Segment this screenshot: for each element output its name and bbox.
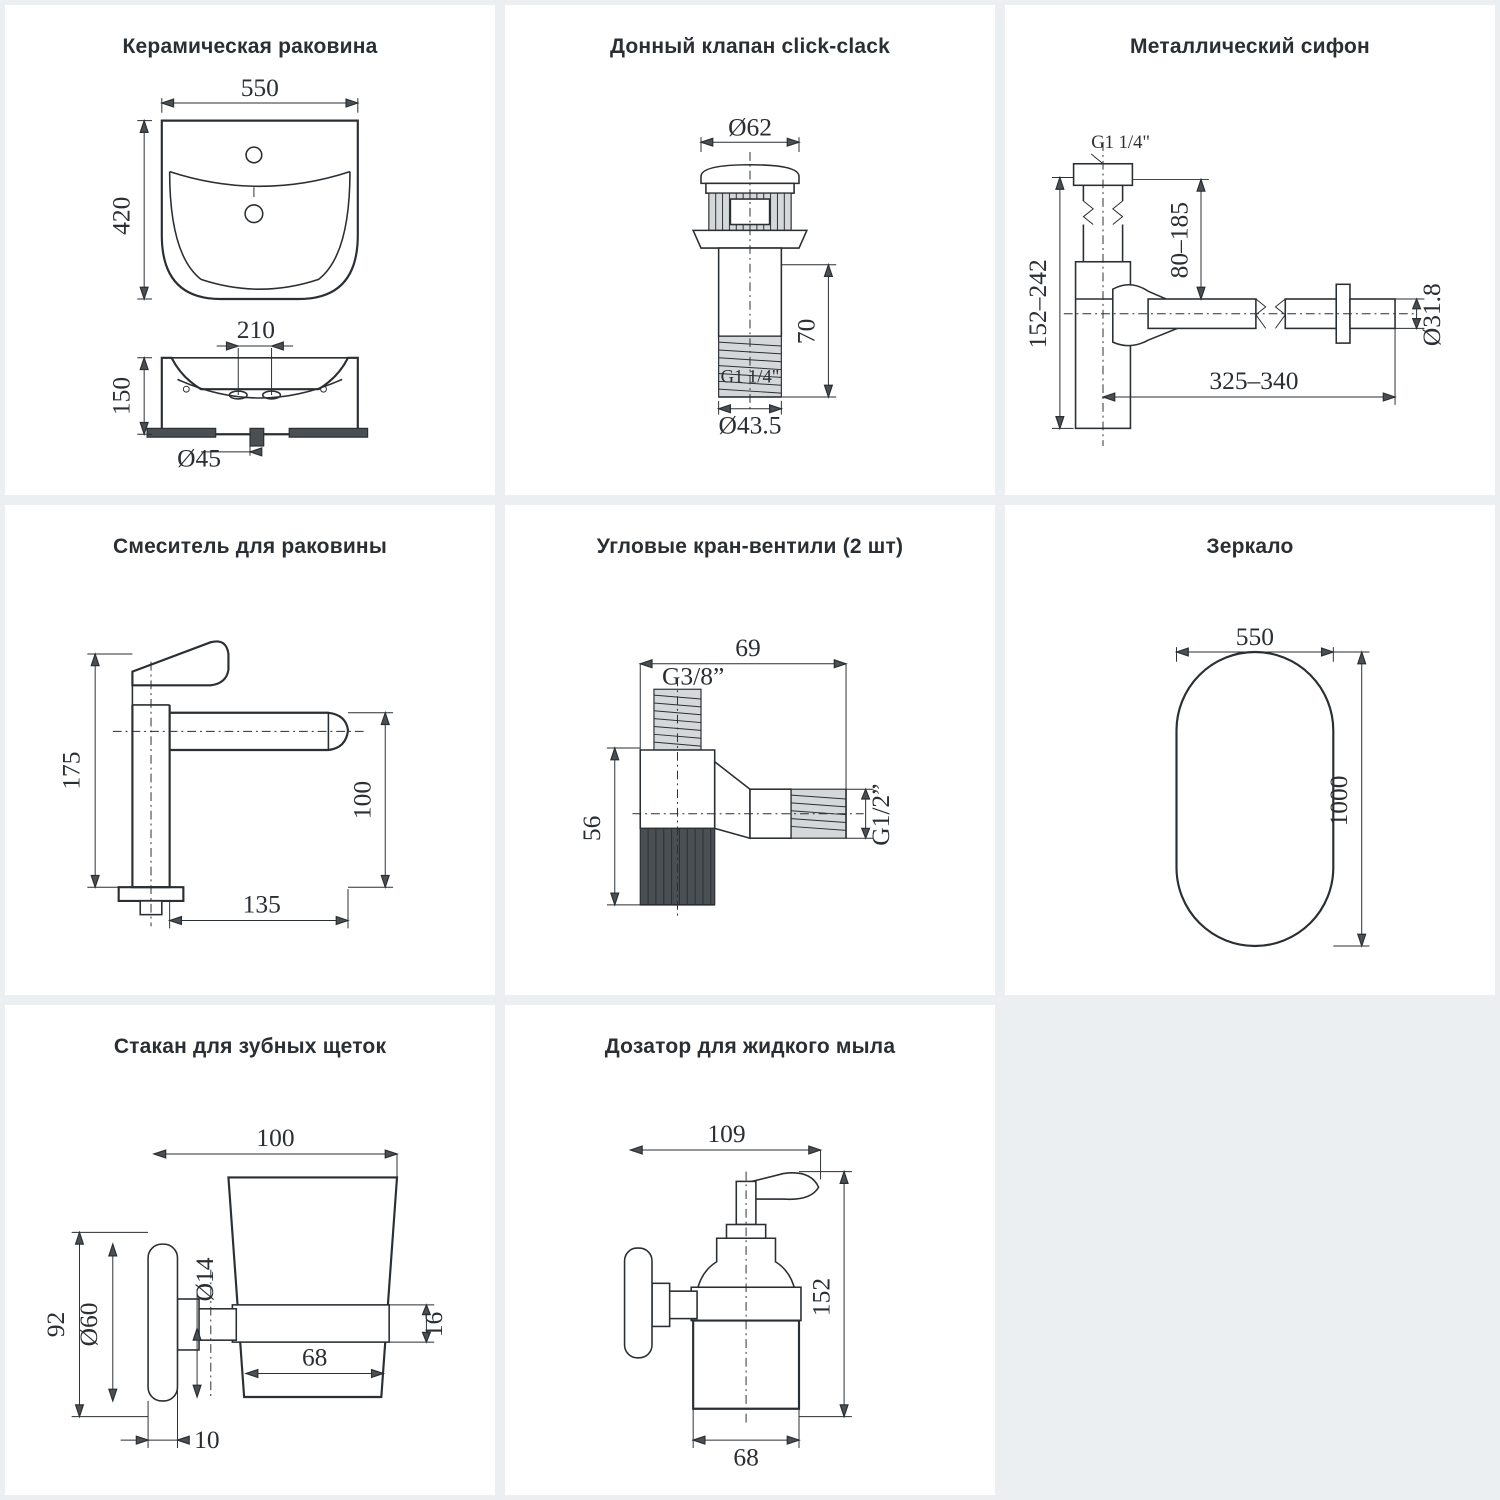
drawing-tumbler — [5, 1005, 495, 1495]
dim-tumbler-ring-height: 16 — [419, 1311, 449, 1338]
dim-tumbler-plate-depth: 10 — [194, 1424, 220, 1454]
drawing-valves — [505, 505, 995, 995]
drawing-mirror — [1005, 505, 1495, 995]
dim-tumbler-arm-diameter: Ø14 — [189, 1257, 219, 1302]
drawing-faucet — [5, 505, 495, 995]
panel-title-sink: Керамическая раковина — [122, 35, 378, 58]
dim-sink-holes: 210 — [236, 315, 275, 345]
panel-mirror — [1000, 500, 1500, 1000]
panel-tumbler — [0, 1000, 500, 1500]
dim-mirror-width: 550 — [1235, 622, 1275, 652]
panel-click-clack — [500, 0, 1000, 500]
dim-tumbler-width: 100 — [256, 1123, 295, 1153]
drawing-sink — [5, 5, 495, 495]
dim-valve-outlet-thread: G1/2” — [866, 783, 896, 846]
dim-valve-inlet-thread: G3/8” — [662, 661, 725, 691]
panel-sink — [0, 0, 500, 500]
dim-faucet-spout-height: 100 — [347, 780, 377, 820]
dim-tumbler-plate-height: 92 — [40, 1311, 70, 1338]
panel-valves — [500, 500, 1000, 1000]
dim-valve-body-height: 56 — [577, 815, 607, 842]
panel-title-valves: Угловые кран-вентили (2 шт) — [596, 535, 904, 558]
dim-valve-thread: G1 1/4" — [720, 366, 780, 388]
dim-faucet-height: 175 — [56, 751, 86, 790]
dim-siphon-length: 325–340 — [1209, 366, 1299, 396]
dim-valve-length: 70 — [791, 318, 821, 345]
panel-title-tumbler: Стакан для зубных щеток — [113, 1035, 387, 1058]
drawing-click-clack — [505, 5, 995, 495]
dim-faucet-reach: 135 — [242, 889, 281, 919]
dim-siphon-height: 152–242 — [1023, 259, 1053, 349]
dim-sink-width: 550 — [240, 73, 279, 103]
panel-faucet — [0, 500, 500, 1000]
dim-tumbler-plate-diameter: Ø60 — [74, 1302, 104, 1347]
panel-title-mirror: Зеркало — [1206, 535, 1294, 558]
dim-sink-drain: Ø45 — [177, 443, 221, 473]
panel-title-faucet: Смеситель для раковины — [113, 535, 387, 558]
panel-dispenser — [500, 1000, 1000, 1500]
drawing-siphon — [1005, 5, 1495, 495]
dim-valve-cap: Ø62 — [728, 112, 772, 142]
dim-sink-depth: 420 — [106, 196, 136, 235]
dim-mirror-height: 1000 — [1324, 775, 1354, 827]
panel-title-siphon: Металлический сифон — [1130, 35, 1370, 58]
dim-valve-diameter: Ø43.5 — [718, 410, 782, 440]
dim-sink-height: 150 — [106, 376, 136, 416]
dim-dispenser-height: 152 — [806, 1277, 836, 1317]
dim-dispenser-width: 109 — [707, 1119, 746, 1149]
dim-valve-width: 69 — [735, 632, 761, 662]
panel-title-dispenser: Дозатор для жидкого мыла — [604, 1035, 896, 1058]
dim-tumbler-base-width: 68 — [301, 1342, 328, 1372]
dim-dispenser-base-width: 68 — [733, 1442, 759, 1472]
panel-siphon — [1000, 0, 1500, 500]
dim-siphon-pipe-diameter: Ø31.8 — [1417, 283, 1447, 347]
dim-siphon-thread: G1 1/4" — [1091, 132, 1151, 154]
panel-title-click-clack: Донный клапан click-clack — [609, 35, 890, 58]
drawing-dispenser — [505, 1005, 995, 1495]
dim-siphon-outlet-height: 80–185 — [1164, 201, 1194, 279]
panel-empty — [1000, 1000, 1500, 1500]
